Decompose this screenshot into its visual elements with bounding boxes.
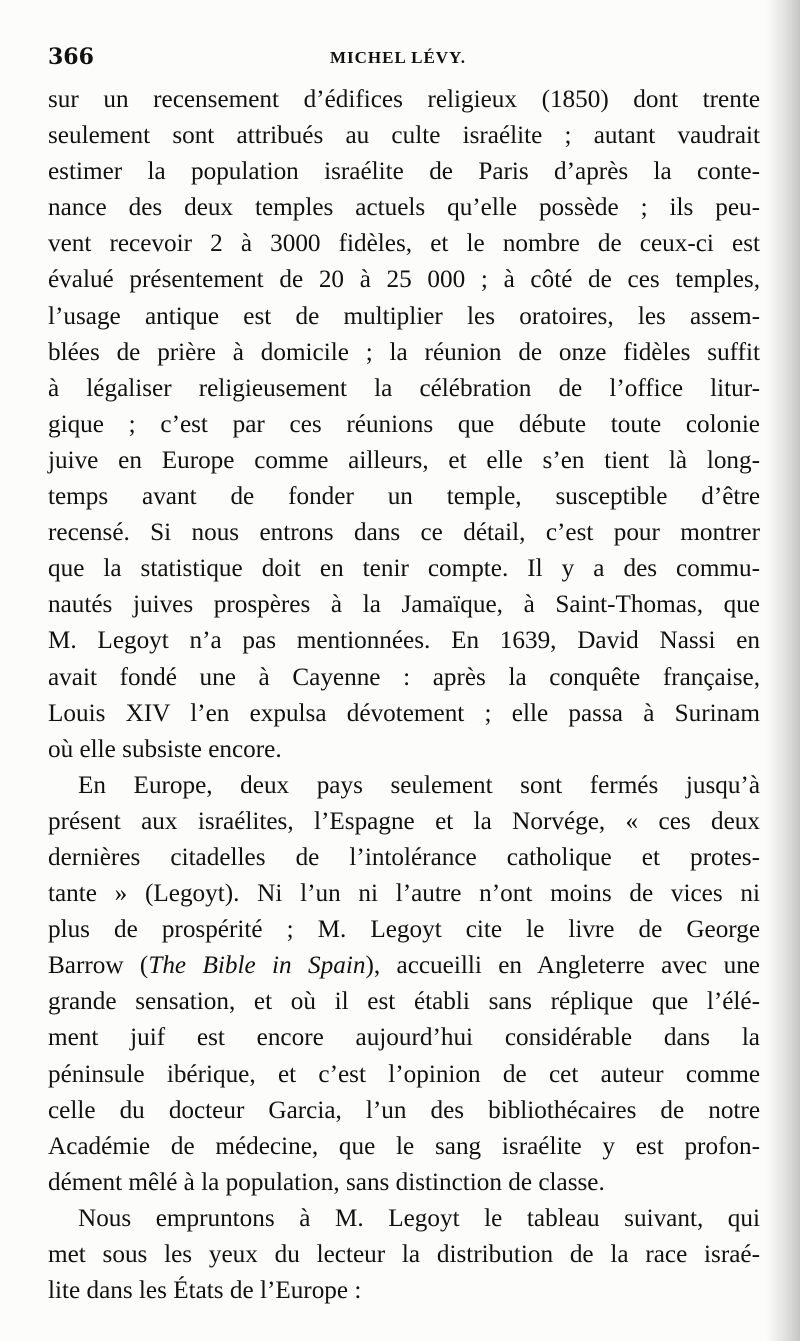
text-line: lite dans les États de l’Europe : — [48, 1277, 362, 1305]
text-line: péninsule ibérique, et c’est l’opinion de cet auteur comme — [48, 1060, 760, 1088]
text-line: En Europe, deux pays seulement sont fermés jusqu’à — [78, 771, 760, 799]
text-line: que la statistique doit en tenir compte. Il y a des commu- — [48, 555, 760, 583]
text-line: seulement sont attribués au culte israélite ; autant vaudrait — [48, 122, 760, 150]
text-line: temps avant de fonder un temple, susceptible d’être — [48, 483, 760, 511]
text-line: M. Legoyt n’a pas mentionnées. En 1639, David Nassi en — [48, 627, 760, 655]
text-segment: Barrow ( — [48, 952, 149, 980]
paragraph-2 — [48, 768, 760, 1201]
text-line: dément mêlé à la population, sans distinction de classe. — [48, 1168, 605, 1196]
text-line: plus de prospérité ; M. Legoyt cite le livre de George — [48, 916, 760, 944]
text-line: juive en Europe comme ailleurs, et elle s’en tient là long- — [48, 446, 760, 474]
text-line: vent recevoir 2 à 3000 fidèles, et le nombre de ceux-ci est — [48, 230, 760, 258]
text-line: estimer la population israélite de Paris d’après la conte- — [48, 158, 760, 186]
page-header — [48, 44, 748, 74]
text-line: grande sensation, et où il est établi sans réplique que l’élé- — [48, 988, 760, 1016]
text-line: à légaliser religieusement la célébration de l’office litur- — [48, 374, 760, 402]
text-line: Académie de médecine, que le sang israélite y est profon- — [48, 1132, 760, 1160]
text-line: celle du docteur Garcia, l’un des bibliothécaires de notre — [48, 1096, 760, 1124]
text-line: gique ; c’est par ces réunions que débute toute colonie — [48, 410, 760, 438]
text-line: nautés juives prospères à la Jamaïque, à Saint-Thomas, que — [48, 591, 760, 619]
text-segment: ), accueilli en Angleterre avec une — [365, 952, 760, 980]
page-number: 366 — [48, 44, 94, 70]
text-line: sur un recensement d’édifices religieux (1850) dont trente — [48, 86, 760, 113]
running-head: MICHEL LÉVY. — [329, 48, 467, 67]
text-line: tante » (Legoyt). Ni l’un ni l’autre n’ont moins de vices ni — [48, 880, 760, 908]
paragraph-1 — [48, 82, 760, 768]
text-line: Nous empruntons à M. Legoyt le tableau suivant, qui — [78, 1204, 760, 1232]
text-line-barrow — [48, 948, 760, 984]
text-line: l’usage antique est de multiplier les oratoires, les assem- — [48, 302, 760, 330]
text-line: recensé. Si nous entrons dans ce détail, c’est pour montrer — [48, 519, 760, 547]
text-line: avait fondé une à Cayenne : après la conquête française, — [48, 663, 760, 691]
body-text — [48, 82, 760, 1309]
text-line: blées de prière à domicile ; la réunion de onze fidèles suffit — [48, 338, 760, 366]
text-line: présent aux israélites, l’Espagne et la Norvége, « ces deux — [48, 807, 760, 835]
paragraph-3 — [48, 1201, 760, 1309]
text-line: ment juif est encore aujourd’hui considérable dans la — [48, 1024, 760, 1052]
text-line: Louis XIV l’en expulsa dévotement ; elle passa à Surinam — [48, 699, 760, 727]
text-line: nance des deux temples actuels qu’elle possède ; ils peu- — [48, 194, 760, 222]
text-line: où elle subsiste encore. — [48, 735, 282, 763]
text-line: évalué présentement de 20 à 25 000 ; à côté de ces temples, — [48, 266, 760, 294]
book-title: The Bible in Spain — [148, 952, 366, 980]
page-edge-shadow — [766, 0, 800, 1341]
text-line: dernières citadelles de l’intolérance catholique et protes- — [48, 843, 760, 871]
text-line: met sous les yeux du lecteur la distribution de la race israé- — [48, 1241, 760, 1268]
